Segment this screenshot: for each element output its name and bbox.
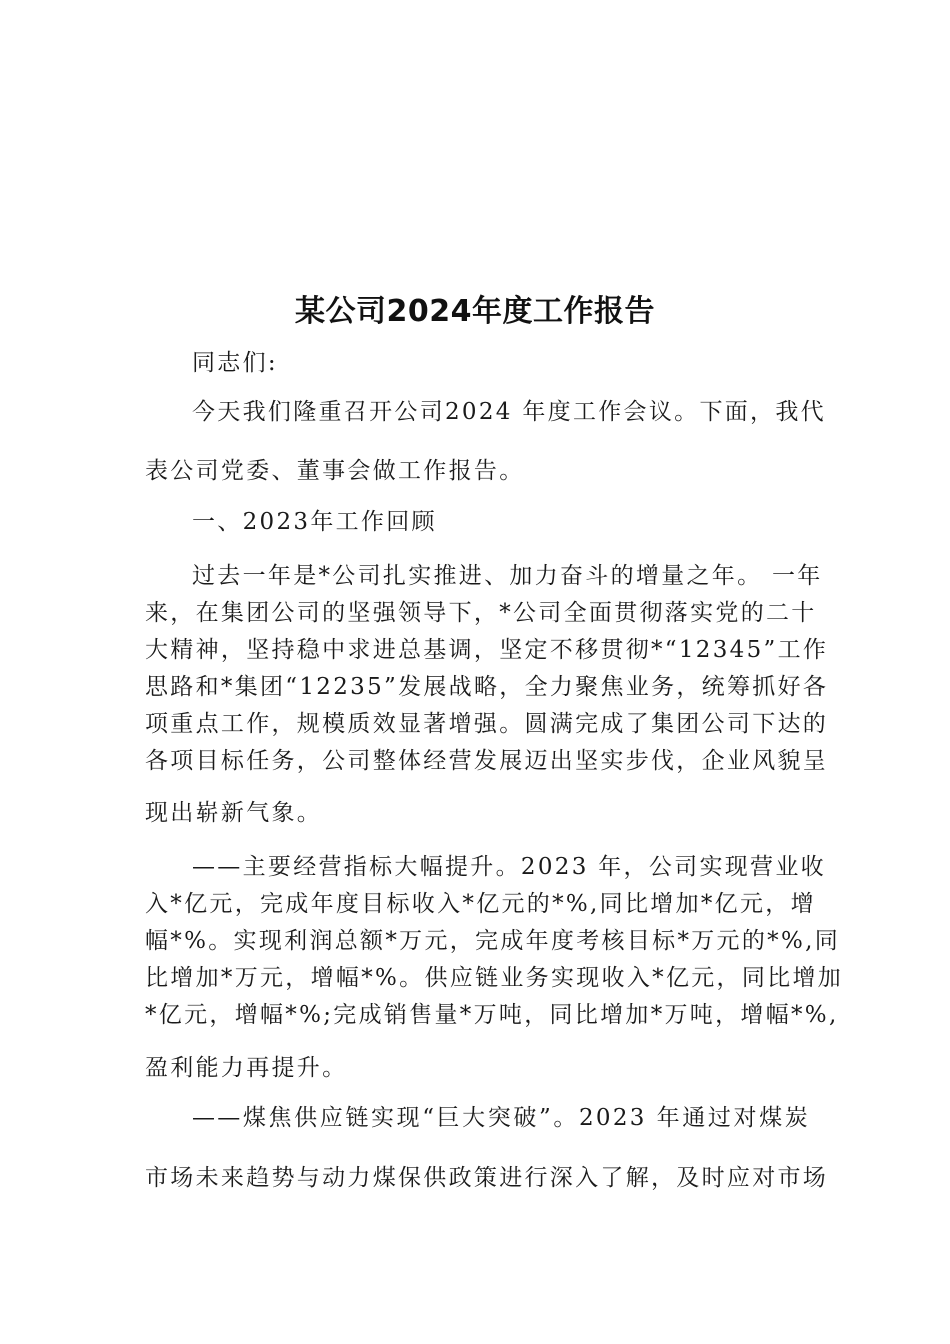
paragraph-line: 项重点工作，规模质效显著增强。圆满完成了集团公司下达的 xyxy=(145,711,829,737)
paragraph-line: 各项目标任务，公司整体经营发展迈出坚实步伐，企业风貌呈 xyxy=(145,748,829,774)
paragraph-line: 今天我们隆重召开公司2024 年度工作会议。下面，我代 xyxy=(192,399,826,425)
paragraph-line: 盈利能力再提升。 xyxy=(145,1055,348,1081)
paragraph-line: 表公司党委、董事会做工作报告。 xyxy=(145,458,525,484)
paragraph-line: 思路和*集团“12235”发展战略，全力聚焦业务，统筹抓好各 xyxy=(145,674,829,700)
paragraph-line: 来，在集团公司的坚强领导下，*公司全面贯彻落实党的二十 xyxy=(145,600,817,626)
paragraph-line: 大精神，坚持稳中求进总基调，坚定不移贯彻*“12345”工作 xyxy=(145,637,829,663)
paragraph-line: 幅*%。实现利润总额*万元，完成年度考核目标*万元的*%,同 xyxy=(145,928,841,954)
paragraph-line: 入*亿元，完成年度目标收入*亿元的*%,同比增加*亿元，增 xyxy=(145,891,816,917)
section-heading: 一、2023年工作回顾 xyxy=(192,509,437,535)
paragraph-line: 比增加*万元，增幅*%。供应链业务实现收入*亿元，同比增加 xyxy=(145,965,844,991)
paragraph-line: 过去一年是*公司扎实推进、加力奋斗的增量之年。 一年 xyxy=(192,563,823,589)
paragraph-line: *亿元，增幅*%;完成销售量*万吨，同比增加*万吨，增幅*%, xyxy=(145,1002,839,1028)
paragraph-line: ——主要经营指标大幅提升。2023 年，公司实现营业收 xyxy=(192,854,826,880)
paragraph-line: 现出崭新气象。 xyxy=(145,800,323,826)
document-title: 某公司2024年度工作报告 xyxy=(295,294,655,329)
salutation: 同志们: xyxy=(192,350,278,376)
paragraph-line: 市场未来趋势与动力煤保供政策进行深入了解，及时应对市场 xyxy=(145,1165,829,1191)
paragraph-line: ——煤焦供应链实现“巨大突破”。2023 年通过对煤炭 xyxy=(192,1105,810,1131)
